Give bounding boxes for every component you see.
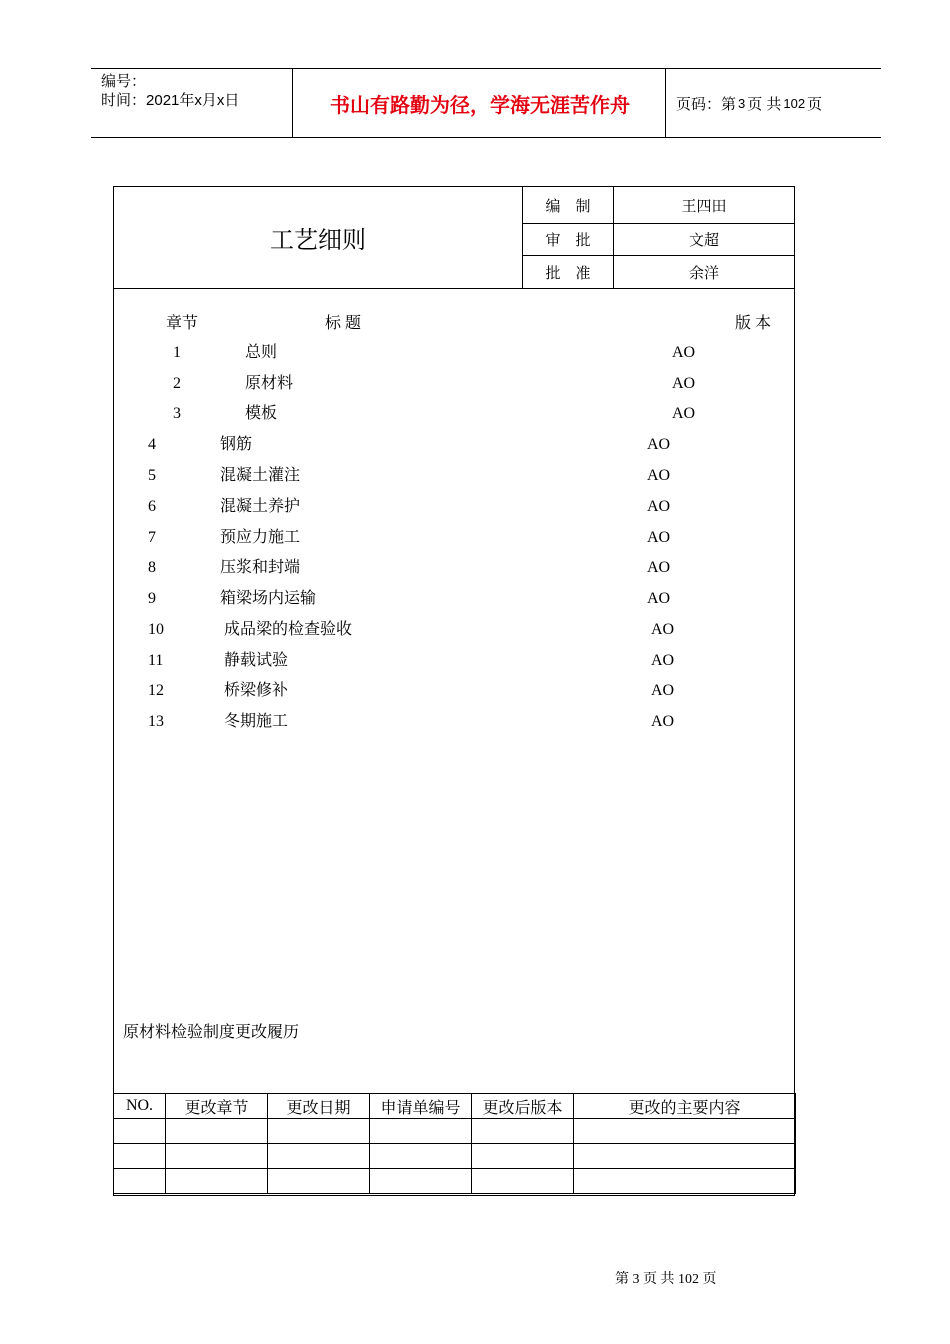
- toc-row-version: AO: [672, 344, 696, 361]
- toc-row-number: 5: [148, 467, 156, 484]
- code-label: 编号：: [101, 73, 147, 90]
- table-cell: [472, 1169, 574, 1194]
- toc-row-number: 10: [148, 621, 164, 638]
- title-block: [114, 187, 794, 289]
- table-cell: [114, 1169, 166, 1194]
- table-cell: [370, 1144, 472, 1169]
- table-cell: [472, 1119, 574, 1144]
- toc-row-number: 1: [173, 344, 181, 361]
- header-motto: 书山有路勤为径，学海无涯苦作舟: [330, 94, 630, 117]
- table-cell: [574, 1144, 796, 1169]
- table-cell: [114, 1144, 166, 1169]
- toc-row-version: AO: [672, 375, 696, 392]
- toc-row-number: 4: [148, 436, 156, 453]
- toc-row-version: AO: [651, 682, 675, 699]
- table-cell: [166, 1119, 268, 1144]
- toc-header-version: 版 本: [735, 315, 772, 332]
- toc-row-number: 12: [148, 682, 164, 699]
- approval-name: 王四田: [681, 198, 727, 215]
- table-cell: [574, 1169, 796, 1194]
- toc-row-version: AO: [651, 713, 675, 730]
- toc-row-version: AO: [647, 436, 671, 453]
- table-row: [114, 1119, 796, 1144]
- time-line: [101, 91, 239, 110]
- page-header: [91, 68, 881, 138]
- column-header: 更改章节: [166, 1094, 268, 1119]
- toc-row-number: 7: [148, 529, 156, 546]
- header-meta: [101, 72, 239, 110]
- column-header: 更改后版本: [472, 1094, 574, 1119]
- change-history-table: [113, 1093, 796, 1194]
- toc-row-title: 桥梁修补: [224, 682, 289, 699]
- toc-header-chapter: 章节: [166, 315, 199, 332]
- page-middle: 页 共: [747, 95, 782, 113]
- table-cell: [268, 1144, 370, 1169]
- table-cell: [166, 1144, 268, 1169]
- column-header: NO.: [114, 1094, 166, 1119]
- toc-row-number: 13: [148, 713, 164, 730]
- page-prefix: 页码：第: [676, 95, 737, 113]
- toc-row-version: AO: [672, 405, 696, 422]
- column-header: 申请单编号: [370, 1094, 472, 1119]
- page-suffix: 页: [807, 95, 823, 113]
- toc-row-number: 9: [148, 590, 156, 607]
- toc-row-title: 原材料: [245, 375, 294, 392]
- toc-row-version: AO: [651, 652, 675, 669]
- toc-row-title: 压浆和封端: [220, 559, 301, 576]
- header-date: 2021年x月x日: [146, 92, 240, 109]
- table-cell: [370, 1169, 472, 1194]
- table-row: [114, 1144, 796, 1169]
- page-total: 102: [783, 95, 806, 111]
- toc-row-title: 混凝土养护: [220, 498, 301, 515]
- toc-row-title: 模板: [245, 405, 278, 422]
- time-label: 时间：: [101, 92, 147, 109]
- toc-row-title: 箱梁场内运输: [220, 590, 317, 607]
- toc-row-version: AO: [651, 621, 675, 638]
- toc-row-number: 6: [148, 498, 156, 515]
- toc-row-title: 混凝土灌注: [220, 467, 301, 484]
- table-cell: [370, 1119, 472, 1144]
- document-frame: [113, 186, 795, 1196]
- approval-role: 批 准: [545, 265, 591, 282]
- toc-row-number: 11: [148, 652, 164, 669]
- header-divider: [665, 69, 666, 137]
- toc-row-number: 2: [173, 375, 181, 392]
- column-header: 更改的主要内容: [574, 1094, 796, 1119]
- toc-row-version: AO: [647, 498, 671, 515]
- toc-row-version: AO: [647, 529, 671, 546]
- table-cell: [268, 1119, 370, 1144]
- table-header-row: [114, 1094, 796, 1119]
- header-page-number: [676, 69, 822, 137]
- toc-row-title: 成品梁的检查验收: [224, 621, 353, 638]
- table-cell: [472, 1144, 574, 1169]
- approval-name: 文超: [688, 233, 719, 249]
- toc-row-version: AO: [647, 467, 671, 484]
- toc-row-version: AO: [647, 590, 671, 607]
- table-cell: [574, 1119, 796, 1144]
- page-footer: 第 3 页 共 102 页: [615, 1272, 717, 1287]
- toc-row-version: AO: [647, 559, 671, 576]
- table-cell: [268, 1169, 370, 1194]
- table-row: [114, 1169, 796, 1194]
- table-cell: [166, 1169, 268, 1194]
- table-cell: [114, 1119, 166, 1144]
- toc-row-title: 冬期施工: [224, 713, 289, 730]
- toc-row-number: 8: [148, 559, 156, 576]
- toc-row-title: 预应力施工: [220, 529, 301, 546]
- approval-role: 编 制: [545, 198, 591, 215]
- approval-role: 审 批: [545, 233, 591, 249]
- page-current: 3: [738, 95, 746, 111]
- toc-row-title: 总则: [245, 344, 278, 361]
- document-title: 工艺细则: [270, 228, 366, 254]
- toc-row-number: 3: [173, 405, 181, 422]
- approval-name: 余洋: [688, 265, 719, 282]
- history-title: 原材料检验制度更改履历: [123, 1024, 300, 1041]
- toc-header-title: 标 题: [325, 315, 362, 332]
- toc-row-title: 静载试验: [224, 652, 289, 669]
- column-header: 更改日期: [268, 1094, 370, 1119]
- toc-row-title: 钢筋: [220, 436, 253, 453]
